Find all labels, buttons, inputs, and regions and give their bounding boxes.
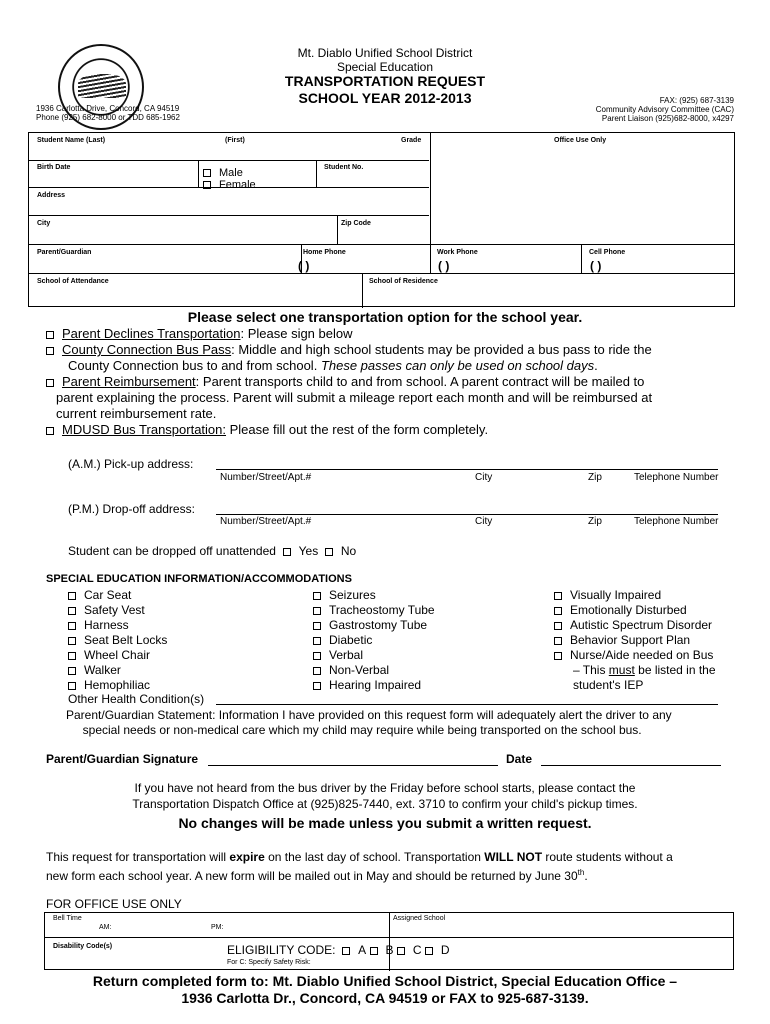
accommodation-col1-label: Seat Belt Locks bbox=[84, 633, 168, 647]
zip-code-label: Zip Code bbox=[341, 220, 371, 227]
office-use-label: Office Use Only bbox=[554, 137, 607, 144]
accommodation-col2-item bbox=[313, 618, 435, 633]
school-residence-label: School of Residence bbox=[369, 278, 438, 285]
school-attendance-label: School of Attendance bbox=[37, 278, 109, 285]
parent-guardian-label: Parent/Guardian bbox=[37, 249, 92, 256]
accommodation-col2-checkbox[interactable] bbox=[313, 592, 321, 600]
accommodation-col1-label: Walker bbox=[84, 663, 121, 677]
accommodation-col3-checkbox[interactable] bbox=[554, 637, 562, 645]
reimbursement-checkbox[interactable] bbox=[46, 379, 54, 387]
accommodation-col2-checkbox[interactable] bbox=[313, 607, 321, 615]
unattended-no-checkbox[interactable] bbox=[325, 548, 333, 556]
date-line[interactable] bbox=[541, 765, 721, 766]
accommodation-col2-label: Hearing Impaired bbox=[329, 678, 422, 692]
accommodation-col2-label: Diabetic bbox=[329, 633, 373, 647]
accommodation-col1-checkbox[interactable] bbox=[68, 622, 76, 630]
decline-title: Parent Declines Transportation bbox=[62, 326, 241, 341]
accommodation-col1-item bbox=[68, 663, 167, 678]
unattended-yes-checkbox[interactable] bbox=[283, 548, 291, 556]
accommodation-col2-checkbox[interactable] bbox=[313, 682, 321, 690]
accommodation-col3-checkbox[interactable] bbox=[554, 592, 562, 600]
accommodation-col1-checkbox[interactable] bbox=[68, 607, 76, 615]
address-label: Address bbox=[37, 192, 66, 199]
accommodations-heading: SPECIAL EDUCATION INFORMATION/ACCOMMODATIONS bbox=[46, 573, 352, 585]
parent-signature-label: Parent/Guardian Signature bbox=[46, 752, 199, 766]
eligibility-a-checkbox[interactable] bbox=[342, 947, 350, 955]
office-use-box: Bell Time AM: PM: Assigned School Disability Code(s) ELIGIBILITY CODE: A B C D For C: Specify Safety Risk: bbox=[44, 912, 734, 970]
bus-pass-checkbox[interactable] bbox=[46, 347, 54, 355]
accommodation-col2-item bbox=[313, 678, 435, 693]
district-name: Mt. Diablo Unified School District bbox=[297, 46, 473, 60]
reimbursement-title: Parent Reimbursement bbox=[62, 374, 196, 389]
return-instructions-line-1: Return completed form to: Mt. Diablo Unified School District, Special Education Office – bbox=[92, 973, 678, 989]
school-year: SCHOOL YEAR 2012-2013 bbox=[298, 90, 472, 106]
pickup-address-label: (A.M.) Pick-up address: bbox=[68, 457, 194, 471]
district-address: 1936 Carlotta Drive, Concord, CA 94519 bbox=[36, 104, 180, 113]
mdusd-bus-checkbox[interactable] bbox=[46, 427, 54, 435]
work-phone-label: Work Phone bbox=[437, 249, 478, 256]
student-last-name-label: Student Name (Last) bbox=[37, 137, 106, 144]
accommodation-col3-label: Emotionally Disturbed bbox=[570, 603, 687, 617]
contact-line-2: Transportation Dispatch Office at (925)825-7440, ext. 3710 to confirm your child's pickup times. bbox=[132, 797, 638, 811]
dropoff-address-line[interactable] bbox=[216, 514, 718, 515]
student-number-label: Student No. bbox=[324, 164, 364, 171]
accommodation-col1-item bbox=[68, 618, 167, 633]
district-phone: Phone (925) 682-8000 or TDD 685-1962 bbox=[36, 113, 180, 122]
birth-date-label: Birth Date bbox=[37, 164, 71, 171]
contact-line-1: If you have not heard from the bus driver by the Friday before school starts, please contact the bbox=[134, 781, 636, 795]
accommodation-col3-item bbox=[554, 588, 713, 603]
accommodation-col2-item bbox=[313, 588, 435, 603]
other-health-condition-line[interactable] bbox=[216, 704, 718, 705]
accommodation-col2-item bbox=[313, 648, 435, 663]
office-use-heading: FOR OFFICE USE ONLY bbox=[46, 897, 182, 911]
accommodation-col1-checkbox[interactable] bbox=[68, 682, 76, 690]
accommodation-col2-label: Seizures bbox=[329, 588, 376, 602]
cell-phone-label: Cell Phone bbox=[589, 249, 626, 256]
accommodations-column-2 bbox=[313, 588, 435, 693]
accommodation-col2-label: Non-Verbal bbox=[329, 663, 390, 677]
accommodation-col2-checkbox[interactable] bbox=[313, 637, 321, 645]
accommodation-col3-label: Visually Impaired bbox=[570, 588, 662, 602]
city-label: City bbox=[37, 220, 51, 227]
date-label: Date bbox=[506, 752, 533, 766]
male-label: Male bbox=[219, 167, 243, 179]
dropoff-unattended-row: Student can be dropped off unattended Yes No bbox=[68, 544, 357, 558]
bus-pass-title: County Connection Bus Pass bbox=[62, 342, 232, 357]
accommodation-col3-label: Behavior Support Plan bbox=[570, 633, 691, 647]
accommodation-col2-label: Verbal bbox=[329, 648, 364, 662]
accommodation-col2-label: Gastrostomy Tube bbox=[329, 618, 428, 632]
accommodation-col1-label: Harness bbox=[84, 618, 129, 632]
department-name: Special Education bbox=[336, 60, 434, 74]
eligibility-d-checkbox[interactable] bbox=[425, 947, 433, 955]
accommodation-col1-item bbox=[68, 603, 167, 618]
parent-signature-line[interactable] bbox=[208, 765, 498, 766]
accommodation-col1-label: Wheel Chair bbox=[84, 648, 151, 662]
expiration-notice: This request for transportation will expire on the last day of school. Transportation WILL NOT route students without a new form each school year. A new form will be mailed out in May and should be returned by June 30th. bbox=[46, 850, 673, 883]
accommodation-col3-checkbox[interactable] bbox=[554, 622, 562, 630]
accommodations-column-3 bbox=[554, 588, 713, 663]
accommodation-col2-label: Tracheostomy Tube bbox=[329, 603, 435, 617]
accommodation-col1-item bbox=[68, 648, 167, 663]
accommodation-col2-item bbox=[313, 603, 435, 618]
transportation-options: Parent Declines Transportation: Please sign below County Connection Bus Pass: Middle and high school students may be provided a bus pass to ride the County Connection bus to and from school. These passes can only be used on school days. Parent Reimbursement: Parent transports child to and from school. A parent contract will be mailed to parent explaining the process. Parent will submit a mileage report each month and will be reimbursed at current reimbursement rate. MDUSD Bus Transportation: Please fill out the rest of the form completely. bbox=[46, 326, 746, 438]
accommodation-col3-checkbox[interactable] bbox=[554, 607, 562, 615]
parent-liaison: Parent Liaison (925)682-8000, x4297 bbox=[601, 114, 734, 123]
accommodation-col3-item bbox=[554, 633, 713, 648]
accommodation-col1-checkbox[interactable] bbox=[68, 592, 76, 600]
accommodation-col3-label: Nurse/Aide needed on Bus bbox=[570, 648, 714, 662]
female-label: Female bbox=[219, 179, 256, 191]
form-title: TRANSPORTATION REQUEST bbox=[284, 73, 486, 89]
home-phone-area: ( ) bbox=[298, 259, 310, 273]
accommodation-col1-item bbox=[68, 588, 167, 603]
accommodation-col3-item bbox=[554, 648, 713, 663]
accommodation-col2-checkbox[interactable] bbox=[313, 652, 321, 660]
cell-phone-area: ( ) bbox=[590, 259, 602, 273]
home-phone-label: Home Phone bbox=[303, 249, 346, 256]
parent-statement: Parent/Guardian Statement: Information I have provided on this request form will adequately alert the driver to any special needs or non-medical care which my child may require while being transported on the school bus. bbox=[66, 708, 672, 737]
student-information-grid bbox=[28, 132, 735, 307]
other-health-condition-label: Other Health Condition(s) bbox=[68, 692, 205, 706]
mdusd-bus-title: MDUSD Bus Transportation: bbox=[62, 422, 227, 437]
eligibility-c-checkbox[interactable] bbox=[397, 947, 405, 955]
accommodation-col3-checkbox[interactable] bbox=[554, 652, 562, 660]
accommodation-col3-label: Autistic Spectrum Disorder bbox=[570, 618, 713, 632]
eligibility-b-checkbox[interactable] bbox=[370, 947, 378, 955]
accommodation-col2-checkbox[interactable] bbox=[313, 622, 321, 630]
written-request-notice: No changes will be made unless you submit a written request. bbox=[178, 815, 592, 831]
accommodation-col2-item bbox=[313, 633, 435, 648]
cac-label: Community Advisory Committee (CAC) bbox=[595, 105, 734, 114]
grade-label: Grade bbox=[401, 137, 422, 144]
student-first-name-label: (First) bbox=[225, 137, 245, 144]
accommodation-col2-item bbox=[313, 663, 435, 678]
accommodations-column-1 bbox=[68, 588, 167, 693]
accommodation-col2-checkbox[interactable] bbox=[313, 667, 321, 675]
transportation-option-heading: Please select one transportation option for the school year. bbox=[187, 309, 583, 325]
accommodation-col1-checkbox[interactable] bbox=[68, 667, 76, 675]
dropoff-address-label: (P.M.) Drop-off address: bbox=[68, 502, 195, 516]
accommodation-col3-item bbox=[554, 603, 713, 618]
female-checkbox[interactable] bbox=[203, 181, 211, 189]
accommodation-col1-label: Car Seat bbox=[84, 588, 132, 602]
district-fax: FAX: (925) 687-3139 bbox=[659, 96, 734, 105]
work-phone-area: ( ) bbox=[438, 259, 450, 273]
nurse-aide-note: – This must be listed in the student's IEP bbox=[573, 663, 716, 692]
accommodation-col1-checkbox[interactable] bbox=[68, 637, 76, 645]
accommodation-col1-checkbox[interactable] bbox=[68, 652, 76, 660]
accommodation-col1-item bbox=[68, 633, 167, 648]
accommodation-col3-item bbox=[554, 618, 713, 633]
return-instructions-line-2: 1936 Carlotta Dr., Concord, CA 94519 or FAX to 925-687-3139. bbox=[181, 990, 589, 1006]
decline-checkbox[interactable] bbox=[46, 331, 54, 339]
accommodation-col1-label: Hemophiliac bbox=[84, 678, 151, 692]
accommodation-col1-label: Safety Vest bbox=[84, 603, 145, 617]
accommodation-col1-item bbox=[68, 678, 167, 693]
male-checkbox[interactable] bbox=[203, 169, 211, 177]
pickup-address-line[interactable] bbox=[216, 469, 718, 470]
